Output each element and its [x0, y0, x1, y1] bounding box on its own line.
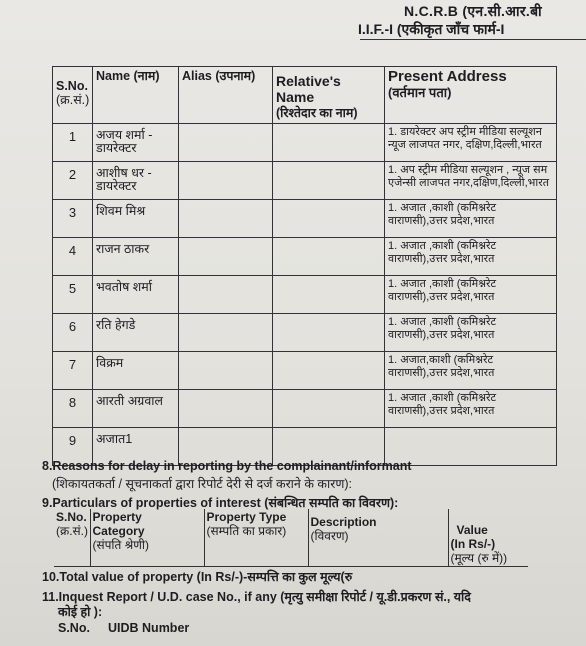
cell-address: 1. डायरेक्टर अप स्ट्रीम मीडिया सल्यूशन न्यूज लाजपत नगर, दक्षिण,दिल्ली,भारत	[385, 124, 557, 162]
cell-relative	[273, 314, 385, 352]
prop-col-category	[90, 509, 204, 566]
cell-sno: 7	[53, 352, 93, 390]
prop-category-hi: (संपति श्रेणी)	[92, 538, 149, 552]
property-table-rule	[54, 566, 528, 567]
cell-alias	[179, 352, 273, 390]
table-row	[53, 352, 557, 390]
cell-sno: 1	[53, 124, 93, 162]
prop-value-en1: Value	[456, 523, 488, 537]
cell-alias	[179, 124, 273, 162]
cell-address: 1. अजात,काशी (कमिश्नरेट वाराणसी),उत्तर प्रदेश,भारत	[385, 352, 557, 390]
table-row	[53, 238, 557, 276]
cell-address: 1. अजात ,काशी (कमिश्नरेट वाराणसी),उत्तर प्रदेश,भारत	[385, 238, 557, 276]
cell-sno: 8	[53, 390, 93, 428]
form-header-ncrb: N.C.R.B (एन.सी.आर.बी	[404, 3, 542, 19]
table-row	[53, 390, 557, 428]
cell-alias	[179, 276, 273, 314]
prop-value-en2: (In Rs/-)	[450, 537, 496, 551]
header-sno-en: S.No.	[56, 79, 88, 93]
cell-name: रति हेगडे	[93, 314, 179, 352]
header-sno-hi: (क्र.सं.)	[56, 93, 90, 107]
cell-relative	[273, 390, 385, 428]
section-8-subtitle: (शिकायतकर्ता / सूचनाकर्ता द्वारा रिपोर्ट देरी से दर्ज कराने के कारण):	[52, 477, 353, 491]
cell-alias	[179, 390, 273, 428]
property-table	[54, 509, 528, 566]
cell-relative	[273, 352, 385, 390]
cell-sno: 6	[53, 314, 93, 352]
table-row	[53, 200, 557, 238]
column-header-address	[385, 67, 557, 124]
table-header-row	[53, 67, 557, 124]
cell-alias	[179, 162, 273, 200]
cell-name: राजन ठाकर	[93, 238, 179, 276]
inquest-col-sno: S.No.	[58, 621, 90, 635]
cell-alias	[179, 314, 273, 352]
cell-address: 1. अजात ,काशी (कमिश्नरेट वाराणसी),उत्तर प्रदेश,भारत	[385, 390, 557, 428]
cell-name: अजय शर्मा - डायरेक्टर	[93, 124, 179, 162]
prop-desc-hi: (विवरण)	[310, 529, 349, 543]
inquest-col-uidb: UIDB Number	[108, 621, 190, 635]
header-address-en: Present Address	[388, 68, 507, 85]
prop-sno-en: S.No.	[56, 510, 87, 524]
section-10-title: 10.Total value of property (In Rs/-)-सम्पत्ति का कुल मूल्य(रु	[42, 570, 353, 584]
cell-relative	[273, 276, 385, 314]
cell-sno: 3	[53, 200, 93, 238]
cell-name: विक्रम	[93, 352, 179, 390]
section-8-title: 8.Reasons for delay in reporting by the complainant/informant	[42, 459, 412, 473]
prop-type-hi: (सम्पति का प्रकार)	[206, 524, 287, 538]
section-9-title: 9.Particulars of properties of interest (संबन्धित सम्पति का विवरण):	[42, 496, 399, 510]
cell-name: शिवम मिश्र	[93, 200, 179, 238]
cell-name: अजात1	[93, 428, 179, 466]
cell-relative	[273, 162, 385, 200]
form-header-iif: I.I.F.-I (एकीकृत जाँच फार्म-I	[358, 21, 505, 37]
prop-col-type	[204, 509, 308, 566]
column-header-name	[93, 67, 179, 124]
prop-col-description	[308, 509, 448, 566]
cell-alias	[179, 200, 273, 238]
header-address-hi: (वर्तमान पता)	[388, 85, 452, 100]
cell-address: 1. अजात ,काशी (कमिश्नरेट वाराणसी),उत्तर प्रदेश,भारत	[385, 314, 557, 352]
column-header-relative	[273, 67, 385, 124]
header-underline	[360, 39, 586, 40]
cell-sno: 5	[53, 276, 93, 314]
header-relative-hi: (रिश्तेदार का नाम)	[276, 106, 358, 120]
cell-sno: 9	[53, 428, 93, 466]
prop-category-en2: Category	[92, 524, 145, 538]
cell-sno: 4	[53, 238, 93, 276]
cell-address: 1. अजात ,काशी (कमिश्नरेट वाराणसी),उत्तर प्रदेश,भारत	[385, 200, 557, 238]
prop-desc-en: Description	[310, 515, 377, 529]
table-row	[53, 162, 557, 200]
cell-alias	[179, 238, 273, 276]
header-relative-en: Relative's Name	[276, 73, 341, 105]
section-11-title: 11.Inquest Report / U.D. case No., if any (मृत्यु समीक्षा रिपोर्ट / यू.डी.प्रकरण सं., यदि	[42, 590, 471, 604]
section-11-title-cont: कोई हो ):	[58, 605, 103, 619]
prop-sno-hi: (क्र.सं.)	[56, 524, 88, 538]
prop-category-en1: Property	[92, 510, 142, 524]
header-name-en: Name (नाम)	[96, 69, 160, 83]
cell-address: 1. अजात ,काशी (कमिश्नरेट वाराणसी),उत्तर प्रदेश,भारत	[385, 276, 557, 314]
table-row	[53, 276, 557, 314]
cell-address: 1. अप स्ट्रीम मीडिया सल्यूशन , न्यूज सम एजेन्सी लाजपत नगर,दक्षिण,दिल्ली,भारत	[385, 162, 557, 200]
cell-name: आशीष धर - डायरेक्टर	[93, 162, 179, 200]
prop-type-en: Property Type	[206, 510, 287, 524]
cell-relative	[273, 238, 385, 276]
property-header-row	[54, 509, 528, 566]
table-row	[53, 124, 557, 162]
prop-col-value	[448, 509, 528, 566]
cell-sno: 2	[53, 162, 93, 200]
accused-details-table	[52, 66, 557, 466]
cell-name: आरती अग्रवाल	[93, 390, 179, 428]
prop-col-sno	[54, 509, 90, 566]
cell-relative	[273, 124, 385, 162]
header-alias-en: Alias (उपनाम)	[182, 69, 256, 83]
table-row	[53, 314, 557, 352]
cell-relative	[273, 200, 385, 238]
prop-value-hi: (मूल्य (रु में))	[450, 551, 508, 565]
column-header-alias	[179, 67, 273, 124]
cell-name: भवतोष शर्मा	[93, 276, 179, 314]
column-header-sno	[53, 67, 93, 124]
